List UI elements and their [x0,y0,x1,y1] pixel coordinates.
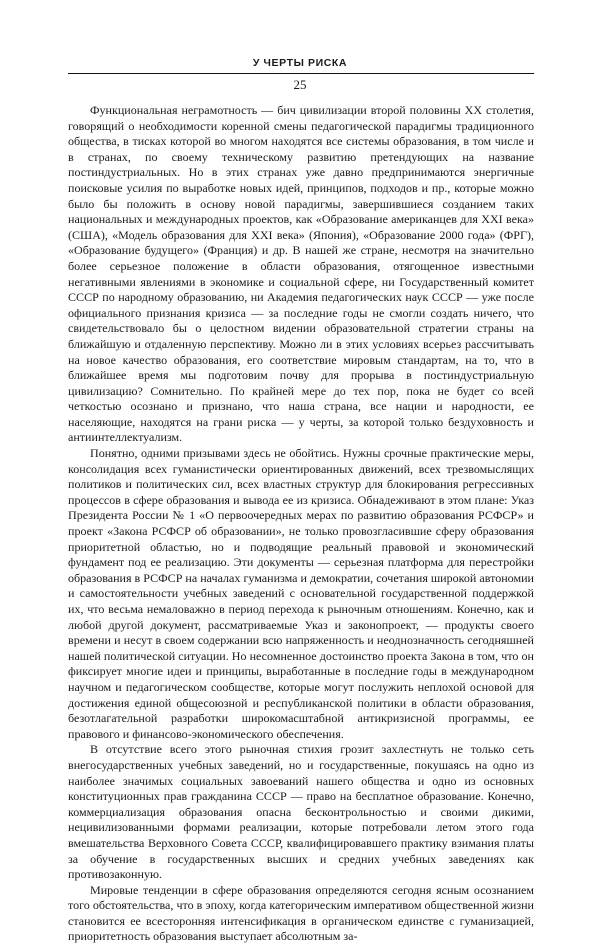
header-rule [68,73,534,74]
paragraph: Понятно, одними призывами здесь не обойтись. Нужны срочные практические меры, консолидация всех гуманистически ориентированных движений, всех трезвомыслящих политиков и политических сил, всех властных структур для блокирования регрессивных процессов в сфере образования и вывода ее из кризиса. Обнадеживают в этом плане: Указ Президента России № 1 «О первоочередных мерах по развитию образования РСФСР» и проект «Закона РСФСР об образовании», не только провозгласившие сферу образования приоритетной областью, но и подводящие реальный правовой и экономический фундамент под ее реализацию. Эти документы — серьезная платформа для перестройки образования в РСФСР на началах гуманизма и демократии, сочетания широкой автономии и самостоятельности учебных заведений с основательной государственной поддержкой их, что весьма немаловажно в период перехода к рыночным отношениям. Конечно, как и любой другой документ, рассматриваемые Указ и законопроект, — продукты своего времени и несут в своем содержании всю напряженность и неоднозначность сегодняшней нашей политической ситуации. Но несомненное достоинство проекта Закона в том, что он фиксирует многие идеи и принципы, выработанные в последние годы в международном научном и педагогическом сообществе, которые могут послужить неплохой основой для достижения единой общесоюзной и республиканской политики в области образования, безотлагательной разработки широкомасштабной антикризисной программы, ее правового и финансово-экономического обеспечения. [68,446,534,741]
running-title: У ЧЕРТЫ РИСКА [252,57,348,69]
page-number: 25 [293,77,307,92]
paragraph: Функциональная неграмотность — бич цивилизации второй половины XX столетия, говорящий о необходимости коренной смены педагогической парадигмы традиционного общества, в тисках которой во многом находятся все системы образования, в том числе и в странах, по своему техническому развитию претендующих на название постиндустриальных. Но в этих странах уже давно предпринимаются энергичные поисковые усилия по выработке новых идей, принципов, подходов и пр., которые можно было бы положить в основу новой парадигмы, завершившиеся созданием таких национальных и международных проектов, как «Образование американцев для XXI века» (США), «Модель образования для XXI века» (Япония), «Образование 2000 года» (ФРГ), «Образование будущего» (Франция) и др. В нашей же стране, несмотря на значительно более серьезное положение в области образования, отягощенное известными негативными явлениями в экономике и социальной сфере, ни Государственный комитет СССР по народному образованию, ни Академия педагогических наук СССР — уже после официального признания кризиса — за последние годы не смогли создать ничего, что свидетельствовало бы о целостном видении образовательной стратегии страны на ближайшую и отдаленную перспективу. Можно ли в этих условиях всерьез рассчитывать на новое качество образования, его соответствие мировым стандартам, на то, что в ближайшее время мы подготовим почву для прорыва в постиндустриальную цивилизацию? Сомнительно. По крайней мере до тех пор, пока не будет со всей четкостью осознано и признано, что наша страна, все нации и народности, ее населяющие, находятся на грани риска — у черты, за которой только бездуховность и антиинтеллектуализм. [68,103,534,445]
paragraph: Мировые тенденции в сфере образования определяются сегодня ясным осознанием того обстоятельства, что в эпоху, когда категорическим императивом общественной жизни становится ее всесторонняя интенсификация в органическом единстве с гуманизацией, приоритетность образования выступает абсолютным за- [68,882,534,944]
paragraph: В отсутствие всего этого рыночная стихия грозит захлестнуть не только сеть внегосударственных учебных заведений, но и государственные, покушаясь на одно из наиболее значимых социальных завоеваний нашего общества и одно из основных конституционных прав гражданина СССР — право на бесплатное образование. Конечно, коммерциализация образования опасна бесконтрольностью и своими дикими, нецивилизованными формами реализации, которые потребовали летом этого года вмешательства Верховного Совета СССР, квалифицировавшего практику взимания платы за обучение в государственных высших и средних учебных заведениях как противозаконную. [68,742,534,882]
body-text [68,103,534,945]
